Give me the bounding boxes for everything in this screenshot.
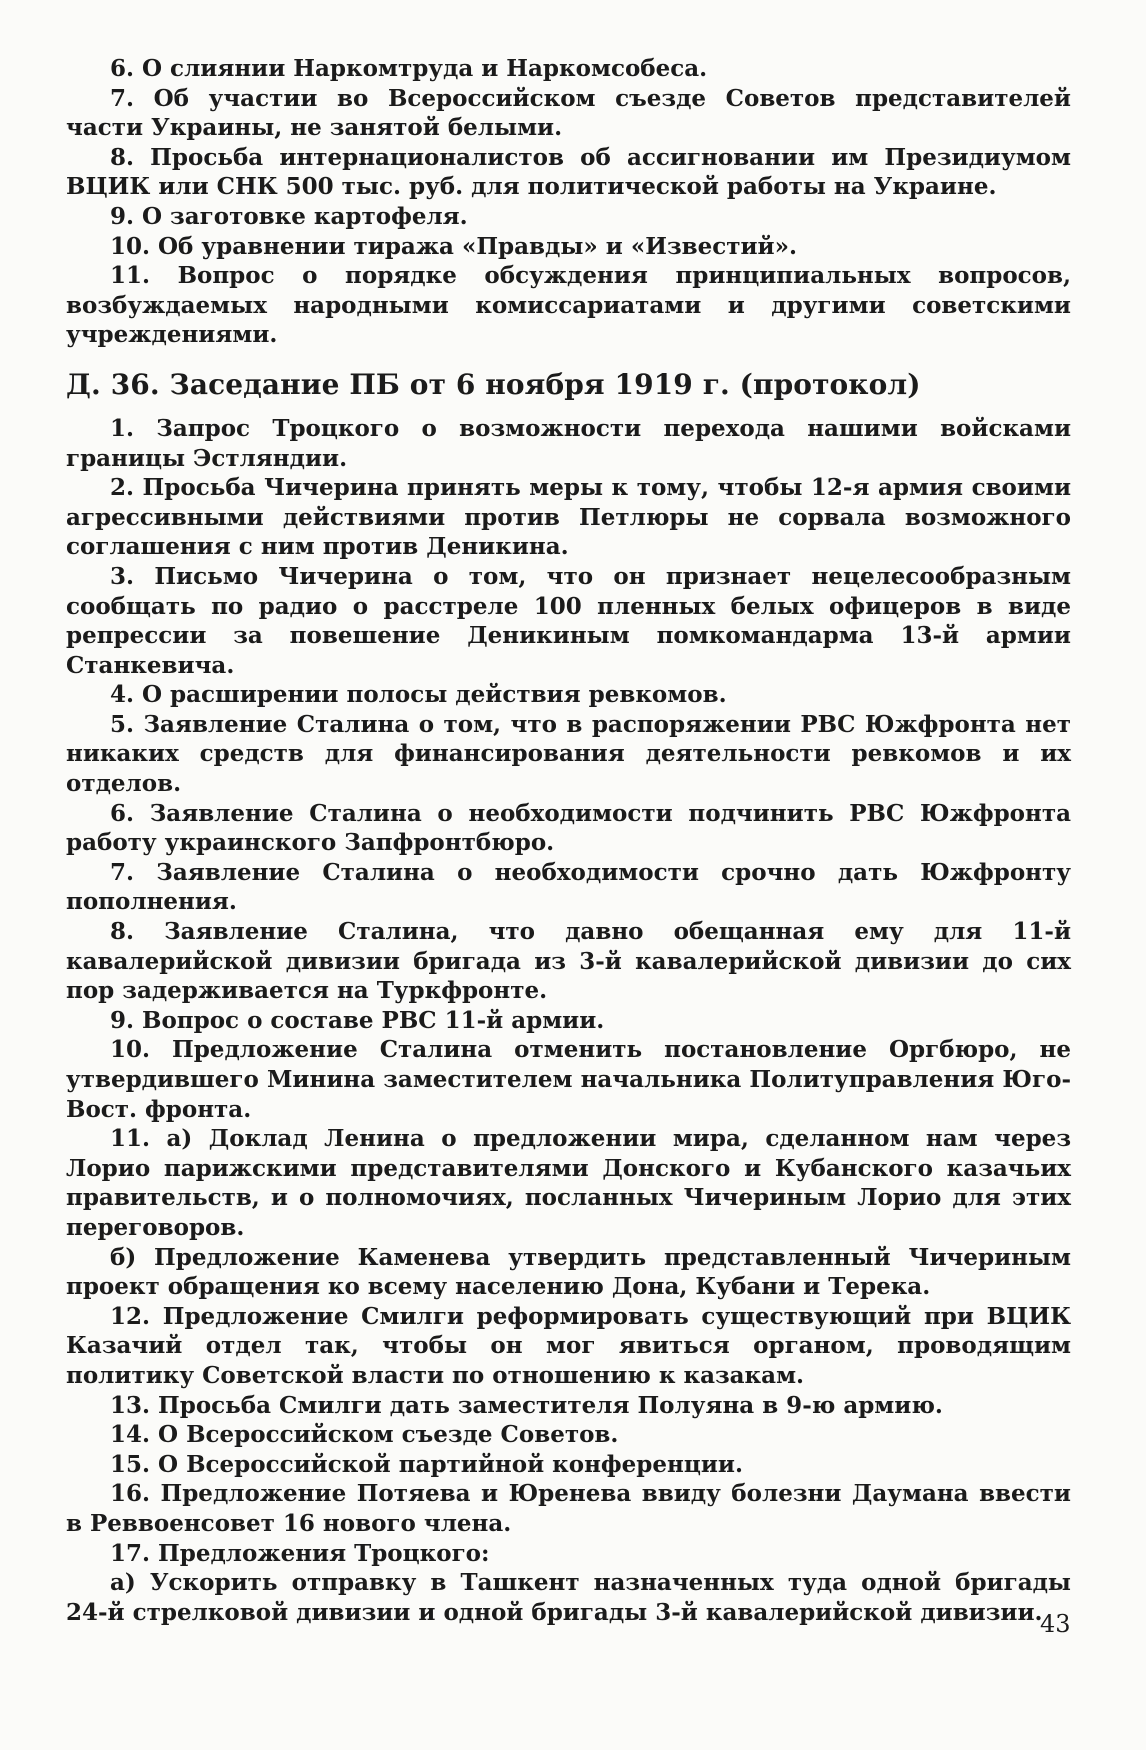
list-item: 11. а) Доклад Ленина о предложении мира, сделанном нам через Лорио парижскими представителями Донского и Кубанского казачьих правительств, и о полномочиях, посланных Чичериным Лорио для этих переговоров. (66, 1125, 1071, 1241)
document-page (66, 54, 1071, 1627)
list-item: 13. Просьба Смилги дать заместителя Полуяна в 9-ю армию. (110, 1391, 943, 1419)
list-item: 3. Письмо Чичерина о том, что он признает нецелесообразным сообщать по радио о расстреле 100 пленных белых офицеров в виде репрессии за повешение Деникиным помкомандарма 13-й армии Станкевича. (66, 562, 1071, 679)
list-item: 4. О расширении полосы действия ревкомов. (110, 681, 727, 709)
list-item: 16. Предложение Потяева и Юренева ввиду болезни Даумана ввести в Реввоенсовет 16 нового члена. (66, 1480, 1071, 1537)
list-item: 6. Заявление Сталина о необходимости подчинить РВС Южфронта работу украинского Запфронтбюро. (66, 799, 1071, 857)
list-item: 11. Вопрос о порядке обсуждения принципиальных вопросов, возбуждаемых народными комиссариатами и другими советскими учреждениями. (66, 262, 1071, 349)
list-item: 7. Заявление Сталина о необходимости срочно дать Южфронту пополнения. (66, 858, 1071, 916)
section-heading: Д. 36. Заседание ПБ от 6 ноября 1919 г. (протокол) (66, 367, 921, 401)
list-item: 9. Вопрос о составе РВС 11-й армии. (110, 1006, 605, 1034)
list-item: 1. Запрос Троцкого о возможности перехода нашими войсками границы Эстляндии. (66, 414, 1071, 472)
list-item: 9. О заготовке картофеля. (110, 202, 468, 230)
list-item: 15. О Всероссийской партийной конференции. (110, 1450, 743, 1478)
list-item: 8. Просьба интернационалистов об ассигновании им Президиумом ВЦИК или СНК 500 тыс. руб. для политической работы на Украине. (66, 143, 1071, 201)
list-item: 17. Предложения Троцкого: (110, 1539, 490, 1567)
list-item: 5. Заявление Сталина о том, что в распоряжении РВС Южфронта нет никаких средств для финансирования деятельности ревкомов и их отделов. (66, 710, 1071, 798)
page-number: 43 (1040, 1610, 1071, 1638)
list-item: а) Ускорить отправку в Ташкент назначенных туда одной бригады 24-й стрелковой дивизии и одной бригады 3-й кавалерийской дивизии. (66, 1569, 1071, 1626)
list-item: 6. О слиянии Наркомтруда и Наркомсобеса. (110, 55, 708, 82)
list-item: 10. Об уравнении тиража «Правды» и «Известий». (110, 232, 798, 260)
list-item: 12. Предложение Смилги реформировать существующий при ВЦИК Казачий отдел так, чтобы он мог явиться органом, проводящим политику Советской власти по отношению к казакам. (66, 1302, 1071, 1389)
list-item: 10. Предложение Сталина отменить постановление Оргбюро, не утвердившего Минина заместителем начальника Политуправления Юго-Вост. фронта. (66, 1036, 1071, 1123)
list-item: б) Предложение Каменева утвердить представленный Чичериным проект обращения ко всему населению Дона, Кубани и Терека. (66, 1243, 1071, 1301)
list-item: 14. О Всероссийском съезде Советов. (110, 1421, 619, 1449)
list-item: 8. Заявление Сталина, что давно обещанная ему для 11-й кавалерийской дивизии бригада из 3-й кавалерийской дивизии до сих пор задерживается на Туркфронте. (66, 918, 1071, 1005)
list-item: 7. Об участии во Всероссийском съезде Советов представителей части Украины, не занятой белыми. (66, 84, 1071, 142)
list-item: 2. Просьба Чичерина принять меры к тому, чтобы 12-я армия своими агрессивными действиями против Петлюры не сорвала возможного соглашения с ним против Деникина. (66, 474, 1071, 561)
